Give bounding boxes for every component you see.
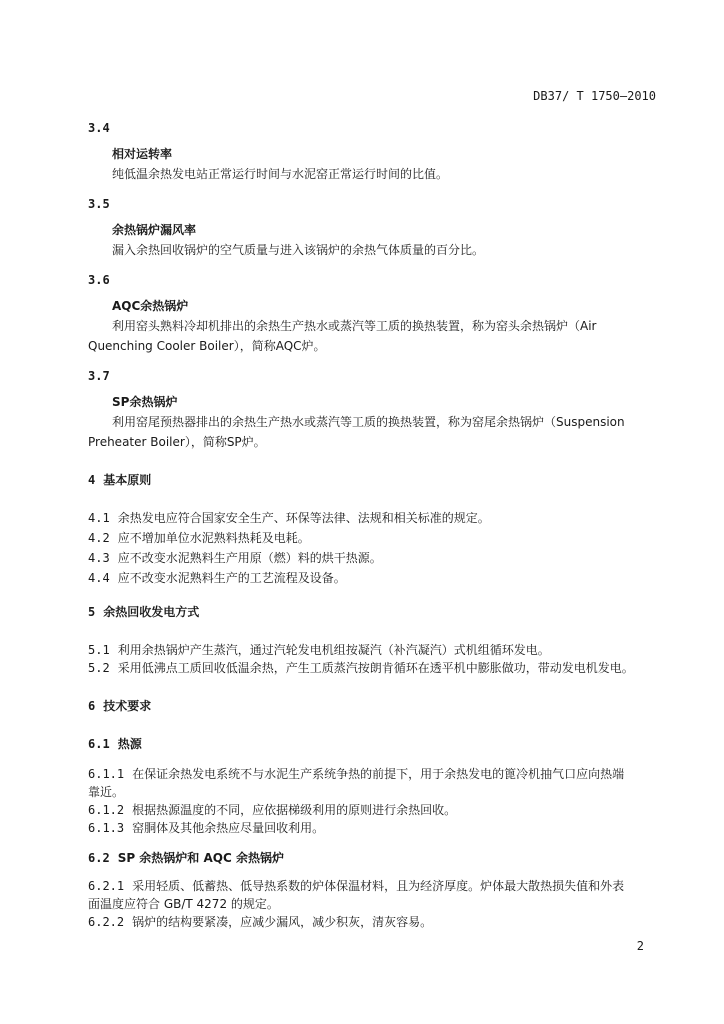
subsection-title: SP 余热锅炉和 AQC 余热锅炉 [117, 851, 284, 865]
item-text: 应不改变水泥熟料生产用原（燃）料的烘干热源。 [117, 551, 382, 565]
item-number: 5.1 [88, 643, 110, 657]
section-number: 6 [88, 699, 96, 713]
page-number: 2 [636, 939, 644, 953]
list-item [88, 766, 624, 782]
subsection-number: 6.2 [88, 851, 110, 865]
term-title: 余热锅炉漏风率 [112, 223, 197, 237]
item-text: 利用余热锅炉产生蒸汽，通过汽轮发电机组按凝汽（补汽凝汽）式机组循环发电。 [117, 643, 550, 657]
clause-number: 3.4 [88, 121, 110, 135]
item-number: 6.2.1 [88, 879, 125, 893]
subsection-heading [88, 850, 284, 866]
item-text: 根据热源温度的不同，应依据梯级利用的原则进行余热回收。 [132, 803, 457, 817]
section-title: 技术要求 [103, 699, 152, 713]
item-text: 锅炉的结构要紧凑，应减少漏风，减少积灰，清灰容易。 [132, 915, 433, 929]
term-definition: 漏入余热回收锅炉的空气质量与进入该锅炉的余热气体质量的百分比。 [112, 243, 485, 257]
term-definition-line-2: Preheater Boiler），简称SP炉。 [88, 435, 266, 449]
item-number: 6.1.1 [88, 767, 125, 781]
term-definition: 纯低温余热发电站正常运行时间与水泥窑正常运行时间的比值。 [112, 167, 449, 181]
section-heading [88, 604, 199, 620]
subsection-heading [88, 736, 142, 752]
term-definition-line-2: Quenching Cooler Boiler），简称AQC炉。 [88, 339, 326, 353]
list-item [88, 820, 324, 836]
list-item [88, 510, 490, 526]
list-item [88, 914, 432, 930]
list-item [88, 530, 310, 546]
list-item [88, 802, 456, 818]
item-number: 6.1.3 [88, 821, 125, 835]
section-title: 余热回收发电方式 [103, 605, 200, 619]
item-text: 应不改变水泥熟料生产的工艺流程及设备。 [117, 571, 346, 585]
section-number: 5 [88, 605, 96, 619]
item-number: 4.2 [88, 531, 110, 545]
item-text: 采用低沸点工质回收低温余热，产生工质蒸汽按朗肯循环在透平机中膨胀做功，带动发电机发电。 [117, 661, 634, 675]
term-definition-line-1: 利用窑头熟料冷却机排出的余热生产热水或蒸汽等工质的换热装置，称为窑头余热锅炉（Air [112, 319, 597, 333]
document-id: DB37/ T 1750—2010 [533, 89, 656, 103]
list-item [88, 570, 346, 586]
section-heading [88, 698, 151, 714]
term-title: 相对运转率 [112, 147, 173, 161]
item-number: 4.4 [88, 571, 110, 585]
item-text: 应不增加单位水泥熟料热耗及电耗。 [117, 531, 310, 545]
item-text-continuation: 靠近。 [88, 785, 125, 799]
list-item [88, 660, 634, 676]
list-item [88, 878, 624, 894]
clause-number: 3.6 [88, 273, 110, 287]
section-title: 基本原则 [103, 473, 152, 487]
clause-number: 3.5 [88, 197, 110, 211]
section-heading [88, 472, 151, 488]
term-title: AQC余热锅炉 [112, 299, 189, 313]
item-text-continuation: 面温度应符合 GB/T 4272 的规定。 [88, 897, 279, 911]
term-title: SP余热锅炉 [112, 395, 178, 409]
subsection-title: 热源 [117, 737, 142, 751]
item-text: 在保证余热发电系统不与水泥生产系统争热的前提下，用于余热发电的篦冷机抽气口应向热端 [132, 767, 625, 781]
item-number: 4.1 [88, 511, 110, 525]
item-text: 余热发电应符合国家安全生产、环保等法律、法规和相关标准的规定。 [117, 511, 490, 525]
subsection-number: 6.1 [88, 737, 110, 751]
item-number: 6.2.2 [88, 915, 125, 929]
item-text: 窑胴体及其他余热应尽量回收利用。 [132, 821, 325, 835]
item-number: 5.2 [88, 661, 110, 675]
list-item [88, 550, 382, 566]
item-text: 采用轻质、低蓄热、低导热系数的炉体保温材料，且为经济厚度。炉体最大散热损失值和外表 [132, 879, 625, 893]
clause-number: 3.7 [88, 369, 110, 383]
section-number: 4 [88, 473, 96, 487]
item-number: 4.3 [88, 551, 110, 565]
list-item [88, 642, 550, 658]
item-number: 6.1.2 [88, 803, 125, 817]
term-definition-line-1: 利用窑尾预热器排出的余热生产热水或蒸汽等工质的换热装置，称为窑尾余热锅炉（Suspension [112, 415, 625, 429]
